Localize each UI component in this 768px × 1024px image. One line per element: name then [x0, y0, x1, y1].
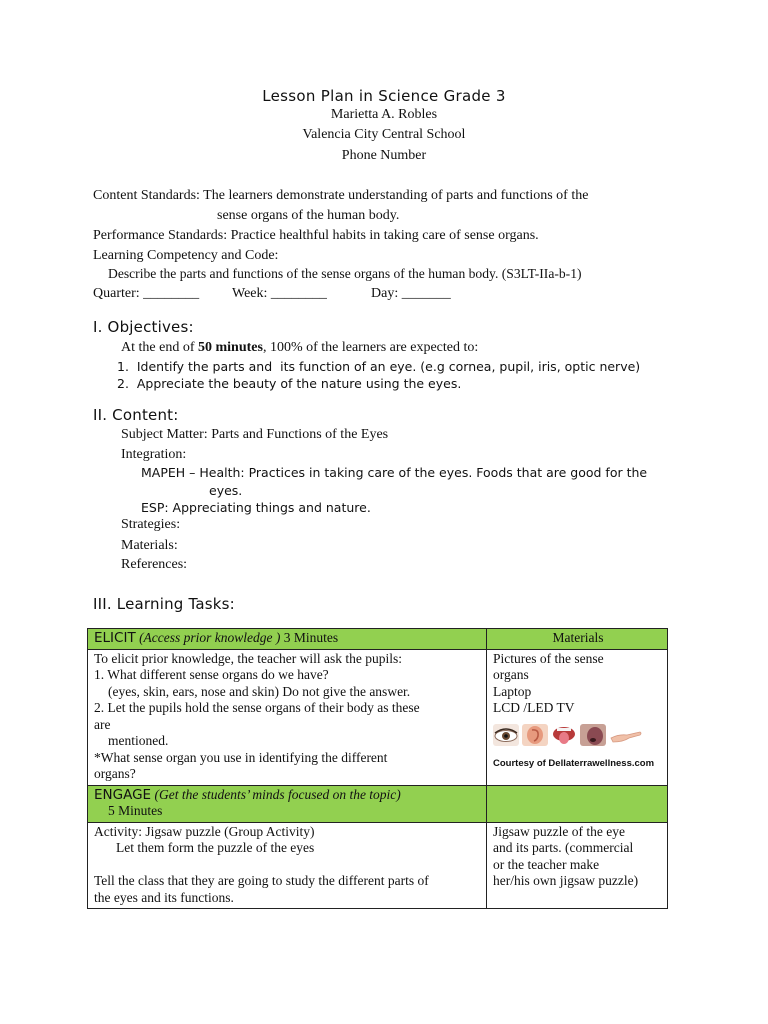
hand-icon: [609, 724, 643, 746]
material-line: or the teacher make: [493, 856, 600, 872]
material-line: organs: [493, 667, 529, 682]
engage-row: [88, 822, 668, 909]
engage-line: Let them form the puzzle of the eyes: [116, 840, 315, 855]
objectives-heading: I. Objectives:: [93, 318, 194, 336]
image-credit: Courtesy of Dellaterrawellness.com: [493, 757, 655, 769]
quarter-field: Quarter: ________: [93, 286, 200, 301]
material-line: Laptop: [493, 683, 532, 699]
competency-text: Describe the parts and functions of the sense organs of the human body. (S3LT-IIa-b-1): [108, 266, 582, 281]
day-field: Day: _______: [371, 286, 451, 301]
engage-time: 5 Minutes: [108, 803, 163, 818]
elicit-label: ELICIT: [94, 630, 136, 646]
elicit-line: mentioned.: [108, 733, 169, 748]
material-line: her/his own jigsaw puzzle): [493, 873, 639, 888]
objectives-duration: 50 minutes: [197, 340, 263, 355]
engage-label: ENGAGE: [94, 786, 152, 803]
engage-line: Tell the class that they are going to study the different parts of: [94, 873, 429, 888]
elicit-subtitle: (Access prior knowledge ): [139, 630, 281, 645]
engage-materials: [487, 822, 668, 909]
engage-line: the eyes and its functions.: [94, 889, 234, 905]
objective-item-1: 1. Identify the parts and its function of an eye. (e.g cornea, pupil, iris, optic nerve): [117, 359, 641, 374]
elicit-row: [88, 649, 668, 785]
elicit-line: are: [94, 716, 111, 732]
strategies-label: Strategies:: [121, 517, 181, 532]
subject-matter: Subject Matter: Parts and Functions of the Eyes: [121, 427, 389, 442]
elicit-line: (eyes, skin, ears, nose and skin) Do not give the answer.: [108, 683, 411, 699]
elicit-line: organs?: [94, 766, 136, 781]
objectives-intro: [121, 340, 478, 356]
materials-header: Materials: [487, 629, 668, 650]
elicit-line: *What sense organ you use in identifying the different: [94, 749, 388, 765]
nose-icon: [580, 724, 606, 746]
elicit-procedure: [88, 649, 487, 785]
content-standards-cont: sense organs of the human body.: [217, 208, 400, 223]
objective-item-2: 2. Appreciate the beauty of the nature using the eyes.: [117, 376, 462, 391]
engage-subtitle: (Get the students’ minds focused on the topic): [154, 786, 401, 802]
engage-header: [88, 785, 487, 822]
author-name: Marietta A. Robles: [330, 107, 438, 122]
integration-esp: ESP: Appreciating things and nature.: [141, 500, 371, 515]
phone-number: Phone Number: [341, 148, 427, 163]
school-name: Valencia City Central School: [302, 127, 466, 142]
references-label: References:: [121, 557, 188, 572]
objectives-intro-post: , 100% of the learners are expected to:: [262, 340, 479, 355]
engage-materials-header: [487, 785, 668, 822]
integration-mapeh-cont: eyes.: [209, 483, 243, 498]
content-heading: II. Content:: [93, 406, 179, 424]
materials-label: Materials:: [121, 538, 178, 553]
elicit-line: 2. Let the pupils hold the sense organs of their body as these: [94, 700, 420, 715]
material-line: and its parts. (commercial: [493, 840, 634, 855]
week-field: Week: ________: [232, 286, 327, 301]
eye-icon: [493, 724, 519, 746]
elicit-time: 3 Minutes: [280, 630, 339, 645]
performance-standards: Performance Standards: Practice healthful habits in taking care of sense organs.: [93, 228, 539, 243]
elicit-materials: [487, 649, 668, 785]
learning-tasks-table: [87, 628, 668, 909]
material-line: Pictures of the sense: [493, 650, 604, 666]
engage-procedure: [88, 822, 487, 909]
objectives-intro-pre: At the end of: [121, 340, 198, 355]
material-line: Jigsaw puzzle of the eye: [493, 823, 625, 839]
learning-tasks-heading: III. Learning Tasks:: [93, 595, 235, 613]
elicit-line: To elicit prior knowledge, the teacher will ask the pupils:: [94, 650, 402, 666]
material-line: LCD /LED TV: [493, 700, 575, 715]
tongue-icon: [551, 724, 577, 746]
content-standards: Content Standards: The learners demonstrate understanding of parts and functions of the: [93, 188, 589, 203]
ear-icon: [522, 724, 548, 746]
competency-label: Learning Competency and Code:: [93, 248, 279, 263]
document-title: Lesson Plan in Science Grade 3: [262, 87, 506, 105]
elicit-header-row: [88, 629, 668, 650]
engage-line: Activity: Jigsaw puzzle (Group Activity): [94, 823, 315, 839]
engage-line: [94, 857, 482, 874]
sense-organ-pictures: [493, 723, 663, 747]
engage-header-row: [88, 785, 668, 822]
integration-label: Integration:: [121, 447, 187, 462]
elicit-header: [88, 629, 487, 650]
integration-mapeh: MAPEH – Health: Practices in taking care of the eyes. Foods that are good for the: [141, 465, 648, 480]
elicit-line: 1. What different sense organs do we have?: [94, 667, 329, 682]
